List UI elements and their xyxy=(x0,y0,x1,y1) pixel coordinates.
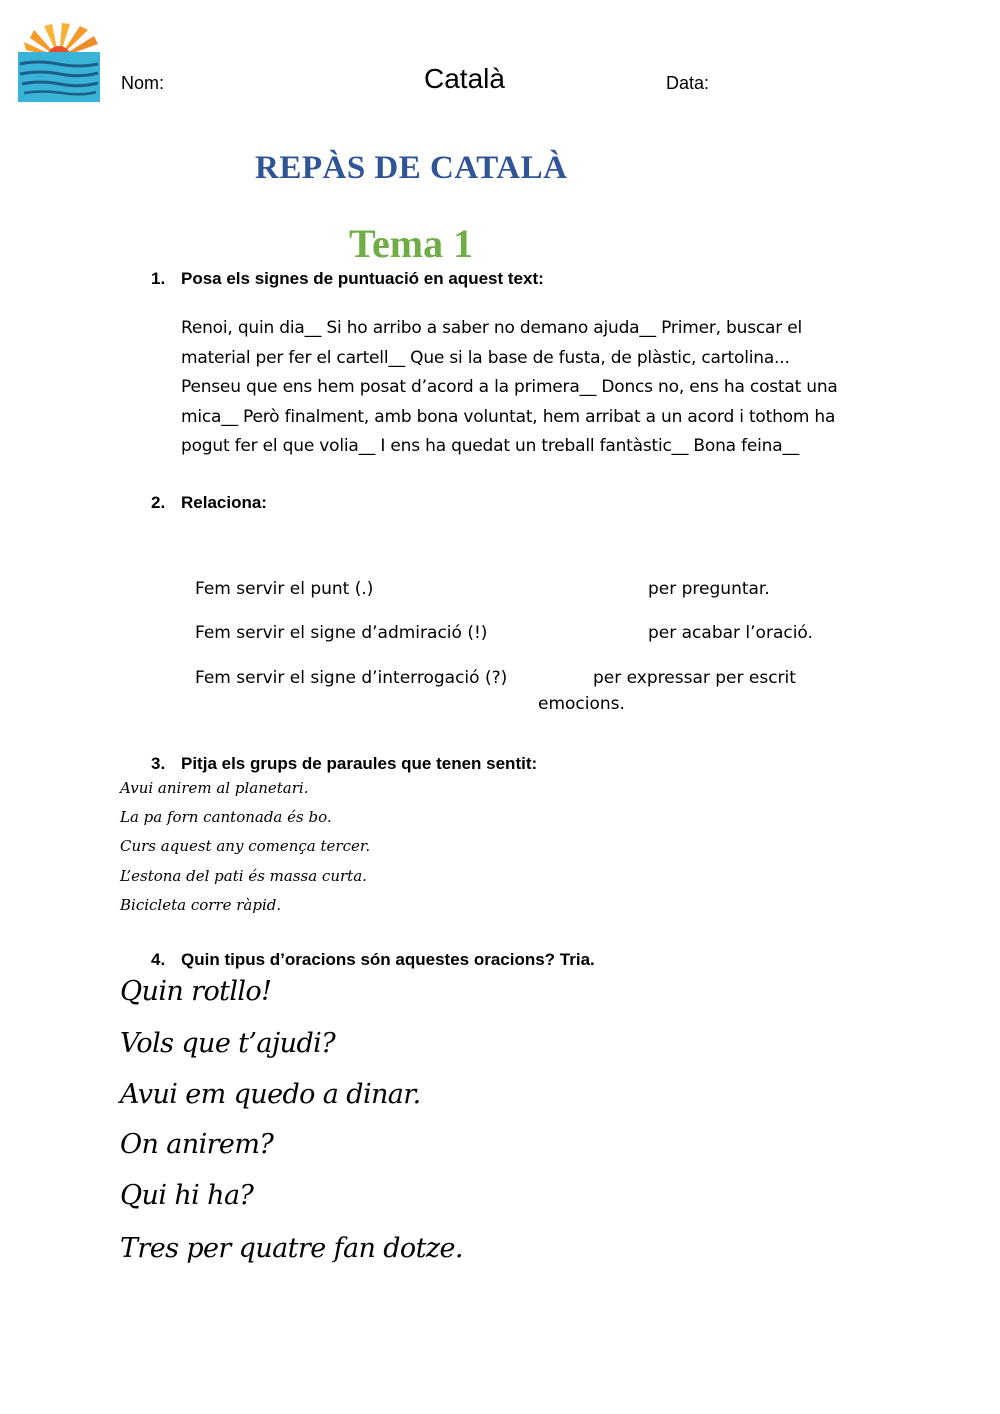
question-2-heading xyxy=(151,493,267,513)
text-line: Penseu que ens hem posat d’acord a la primera__ Doncs no, ens ha costat una xyxy=(181,377,838,397)
punctuation-text xyxy=(181,314,881,462)
match-left-item[interactable]: Fem servir el punt (.) xyxy=(195,579,374,599)
match-right-item-continued: emocions. xyxy=(538,694,625,714)
text-line: pogut fer el que volia__ I ens ha quedat un treball fantàstic__ Bona feina__ xyxy=(181,436,800,456)
match-left-item[interactable]: Fem servir el signe d’admiració (!) xyxy=(195,623,488,643)
sentence-item[interactable]: Tres per quatre fan dotze. xyxy=(120,1233,463,1264)
text-line: material per fer el cartell__ Que si la base de fusta, de plàstic, cartolina... xyxy=(181,347,790,368)
page-subtitle: Tema 1 xyxy=(349,221,474,266)
match-right-item[interactable]: per acabar l’oració. xyxy=(648,623,813,643)
sentence-item[interactable]: On anirem? xyxy=(120,1129,274,1160)
sunset-sea-logo-icon xyxy=(18,22,100,102)
question-1-heading xyxy=(151,269,544,289)
subject-label: Català xyxy=(424,63,505,94)
question-number: 3. xyxy=(151,754,166,773)
question-3-heading xyxy=(151,754,537,774)
question-4-heading xyxy=(151,950,595,970)
date-label: Data: xyxy=(666,73,710,93)
text-line: Renoi, quin dia__ Si ho arribo a saber no demano ajuda__ Primer, buscar el xyxy=(181,318,803,338)
match-right-item[interactable]: per preguntar. xyxy=(648,579,770,599)
page-title: REPÀS DE CATALÀ xyxy=(255,150,568,186)
word-group-item[interactable]: Curs aquest any comença tercer. xyxy=(120,837,371,855)
name-label: Nom: xyxy=(121,73,165,93)
question-prompt: Pitja els grups de paraules que tenen sentit: xyxy=(181,754,538,773)
match-left-item[interactable]: Fem servir el signe d’interrogació (?) xyxy=(195,668,508,688)
question-number: 1. xyxy=(151,269,166,288)
word-group-item[interactable]: L’estona del pati és massa curta. xyxy=(120,867,367,885)
sentence-item[interactable]: Avui em quedo a dinar. xyxy=(120,1079,421,1110)
word-group-item[interactable]: Bicicleta corre ràpid. xyxy=(120,896,282,914)
question-number: 2. xyxy=(151,493,166,512)
sentence-item[interactable]: Qui hi ha? xyxy=(120,1180,254,1211)
word-group-item[interactable]: La pa forn cantonada és bo. xyxy=(120,808,332,826)
question-prompt: Relaciona: xyxy=(181,493,267,512)
question-number: 4. xyxy=(151,950,166,969)
text-line: mica__ Però finalment, amb bona voluntat, hem arribat a un acord i tothom ha xyxy=(181,406,836,427)
match-right-item[interactable]: per expressar per escrit xyxy=(593,668,796,688)
sentence-item[interactable]: Quin rotllo! xyxy=(120,976,272,1007)
question-prompt: Quin tipus d’oracions són aquestes oracions? Tria. xyxy=(181,950,595,969)
question-prompt: Posa els signes de puntuació en aquest text: xyxy=(181,269,544,288)
word-group-item[interactable]: Avui anirem al planetari. xyxy=(120,779,309,797)
sentence-item[interactable]: Vols que t’ajudi? xyxy=(120,1028,336,1059)
